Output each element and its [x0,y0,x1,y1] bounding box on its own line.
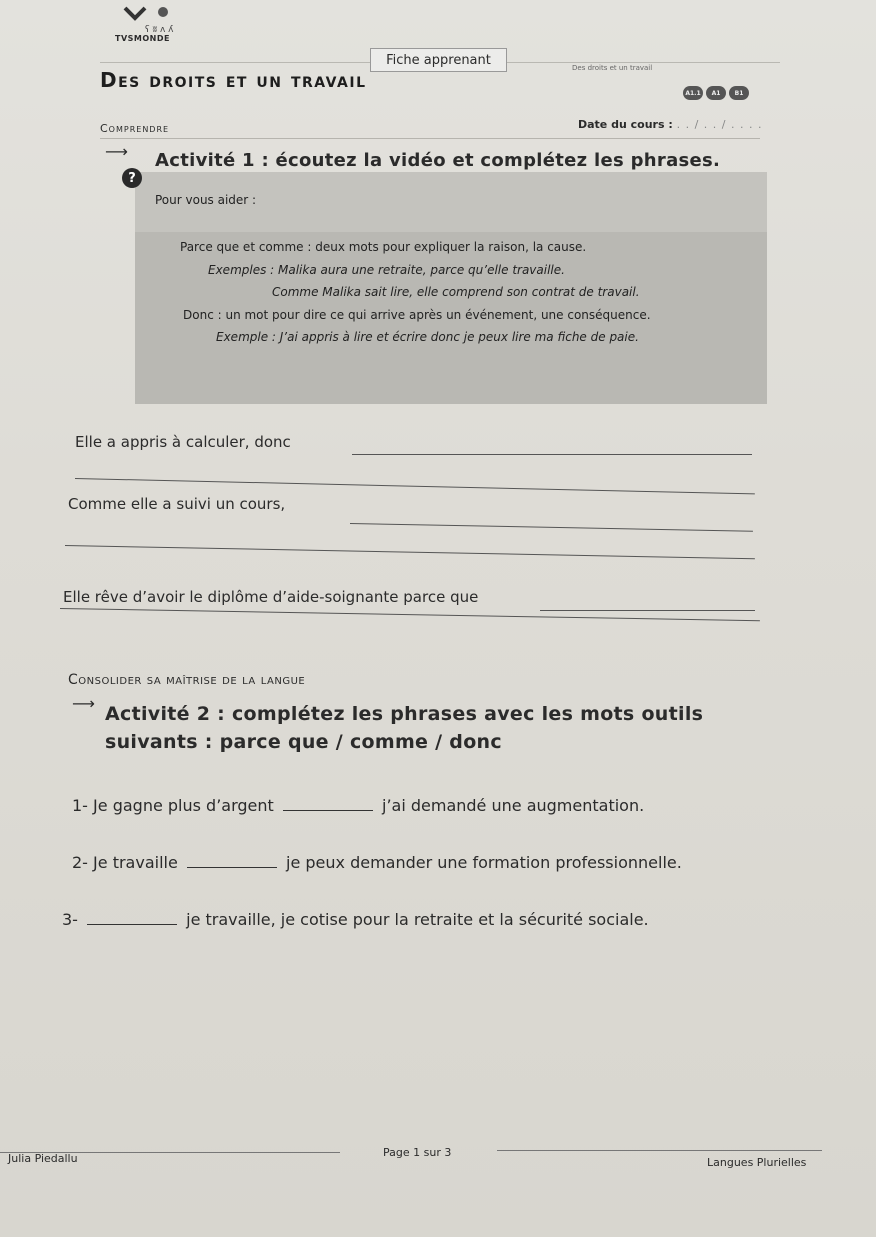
course-date [578,118,762,131]
arrow-icon: ⟶ [72,694,95,713]
answer-line[interactable] [75,478,755,494]
sheet-type-tag: Fiche apprenant [370,48,507,72]
answer-line[interactable] [65,545,755,559]
logo-icon [115,2,175,36]
fill-blank[interactable] [283,796,373,811]
level-badge: B1 [729,86,749,100]
help-line: Exemple : J’ai appris à lire et écrire donc je peux lire ma fiche de paie. [216,330,639,344]
activity2-instruction: Activité 2 : complétez les phrases avec les mots outils suivants : parce que / comme / donc [105,703,704,753]
question-text: Elle rêve d’avoir le diplôme d’aide-soignante parce que [63,588,479,606]
exercise-item [72,796,644,815]
question-mark-icon: ? [122,168,142,188]
help-line: Donc : un mot pour dire ce qui arrive après un événement, une conséquence. [183,308,651,322]
fill-blank[interactable] [87,910,177,925]
level-badges [683,86,749,100]
brand-name: TVSMONDE [115,34,170,43]
item-number: 2- [72,853,88,872]
activity1-instruction: Activité 1 : écoutez la vidéo et complétez les phrases. [155,150,721,171]
section-label-comprendre: Comprendre [100,122,170,135]
exercise-item [62,910,649,929]
page-title: Des droits et un travail [100,68,367,92]
item-text-before: Je travaille [93,853,178,872]
section-divider [100,138,760,139]
question-text: Elle a appris à calculer, donc [75,433,291,451]
item-number: 3- [62,910,78,929]
fill-blank[interactable] [187,853,277,868]
svg-text:ʕ ʬ ʌ ʎ: ʕ ʬ ʌ ʎ [145,25,174,35]
level-badge: A1 [706,86,726,100]
arrow-icon: ⟶ [105,142,128,161]
help-line: Parce que et comme : deux mots pour expliquer la raison, la cause. [180,240,587,254]
level-badge: A1.1 [683,86,703,100]
answer-line[interactable] [352,454,752,455]
section-label-consolider: Consolider sa maîtrise de la langue [68,672,306,688]
date-field[interactable]: . . / . . / . . . . [676,118,763,131]
item-text-after: je peux demander une formation professionnelle. [286,853,682,872]
answer-line[interactable] [350,523,753,532]
help-line: Exemples : Malika aura une retraite, parce qu’elle travaille. [208,263,565,277]
footer-author: Julia Piedallu [8,1152,78,1165]
item-text-after: je travaille, je cotise pour la retraite et la sécurité sociale. [186,910,649,929]
help-line: Comme Malika sait lire, elle comprend son contrat de travail. [272,285,640,299]
item-text-after: j’ai demandé une augmentation. [382,796,645,815]
footer-right: Langues Plurielles [707,1156,807,1169]
date-label: Date du cours : [578,118,673,131]
top-note: Des droits et un travail [572,64,653,72]
question-text: Comme elle a suivi un cours, [68,495,286,513]
page-number: Page 1 sur 3 [383,1146,452,1159]
exercise-item [72,853,682,872]
footer-divider [497,1150,822,1151]
item-text-before: Je gagne plus d’argent [93,796,274,815]
answer-line[interactable] [540,610,755,611]
item-number: 1- [72,796,88,815]
help-title: Pour vous aider : [155,193,257,207]
